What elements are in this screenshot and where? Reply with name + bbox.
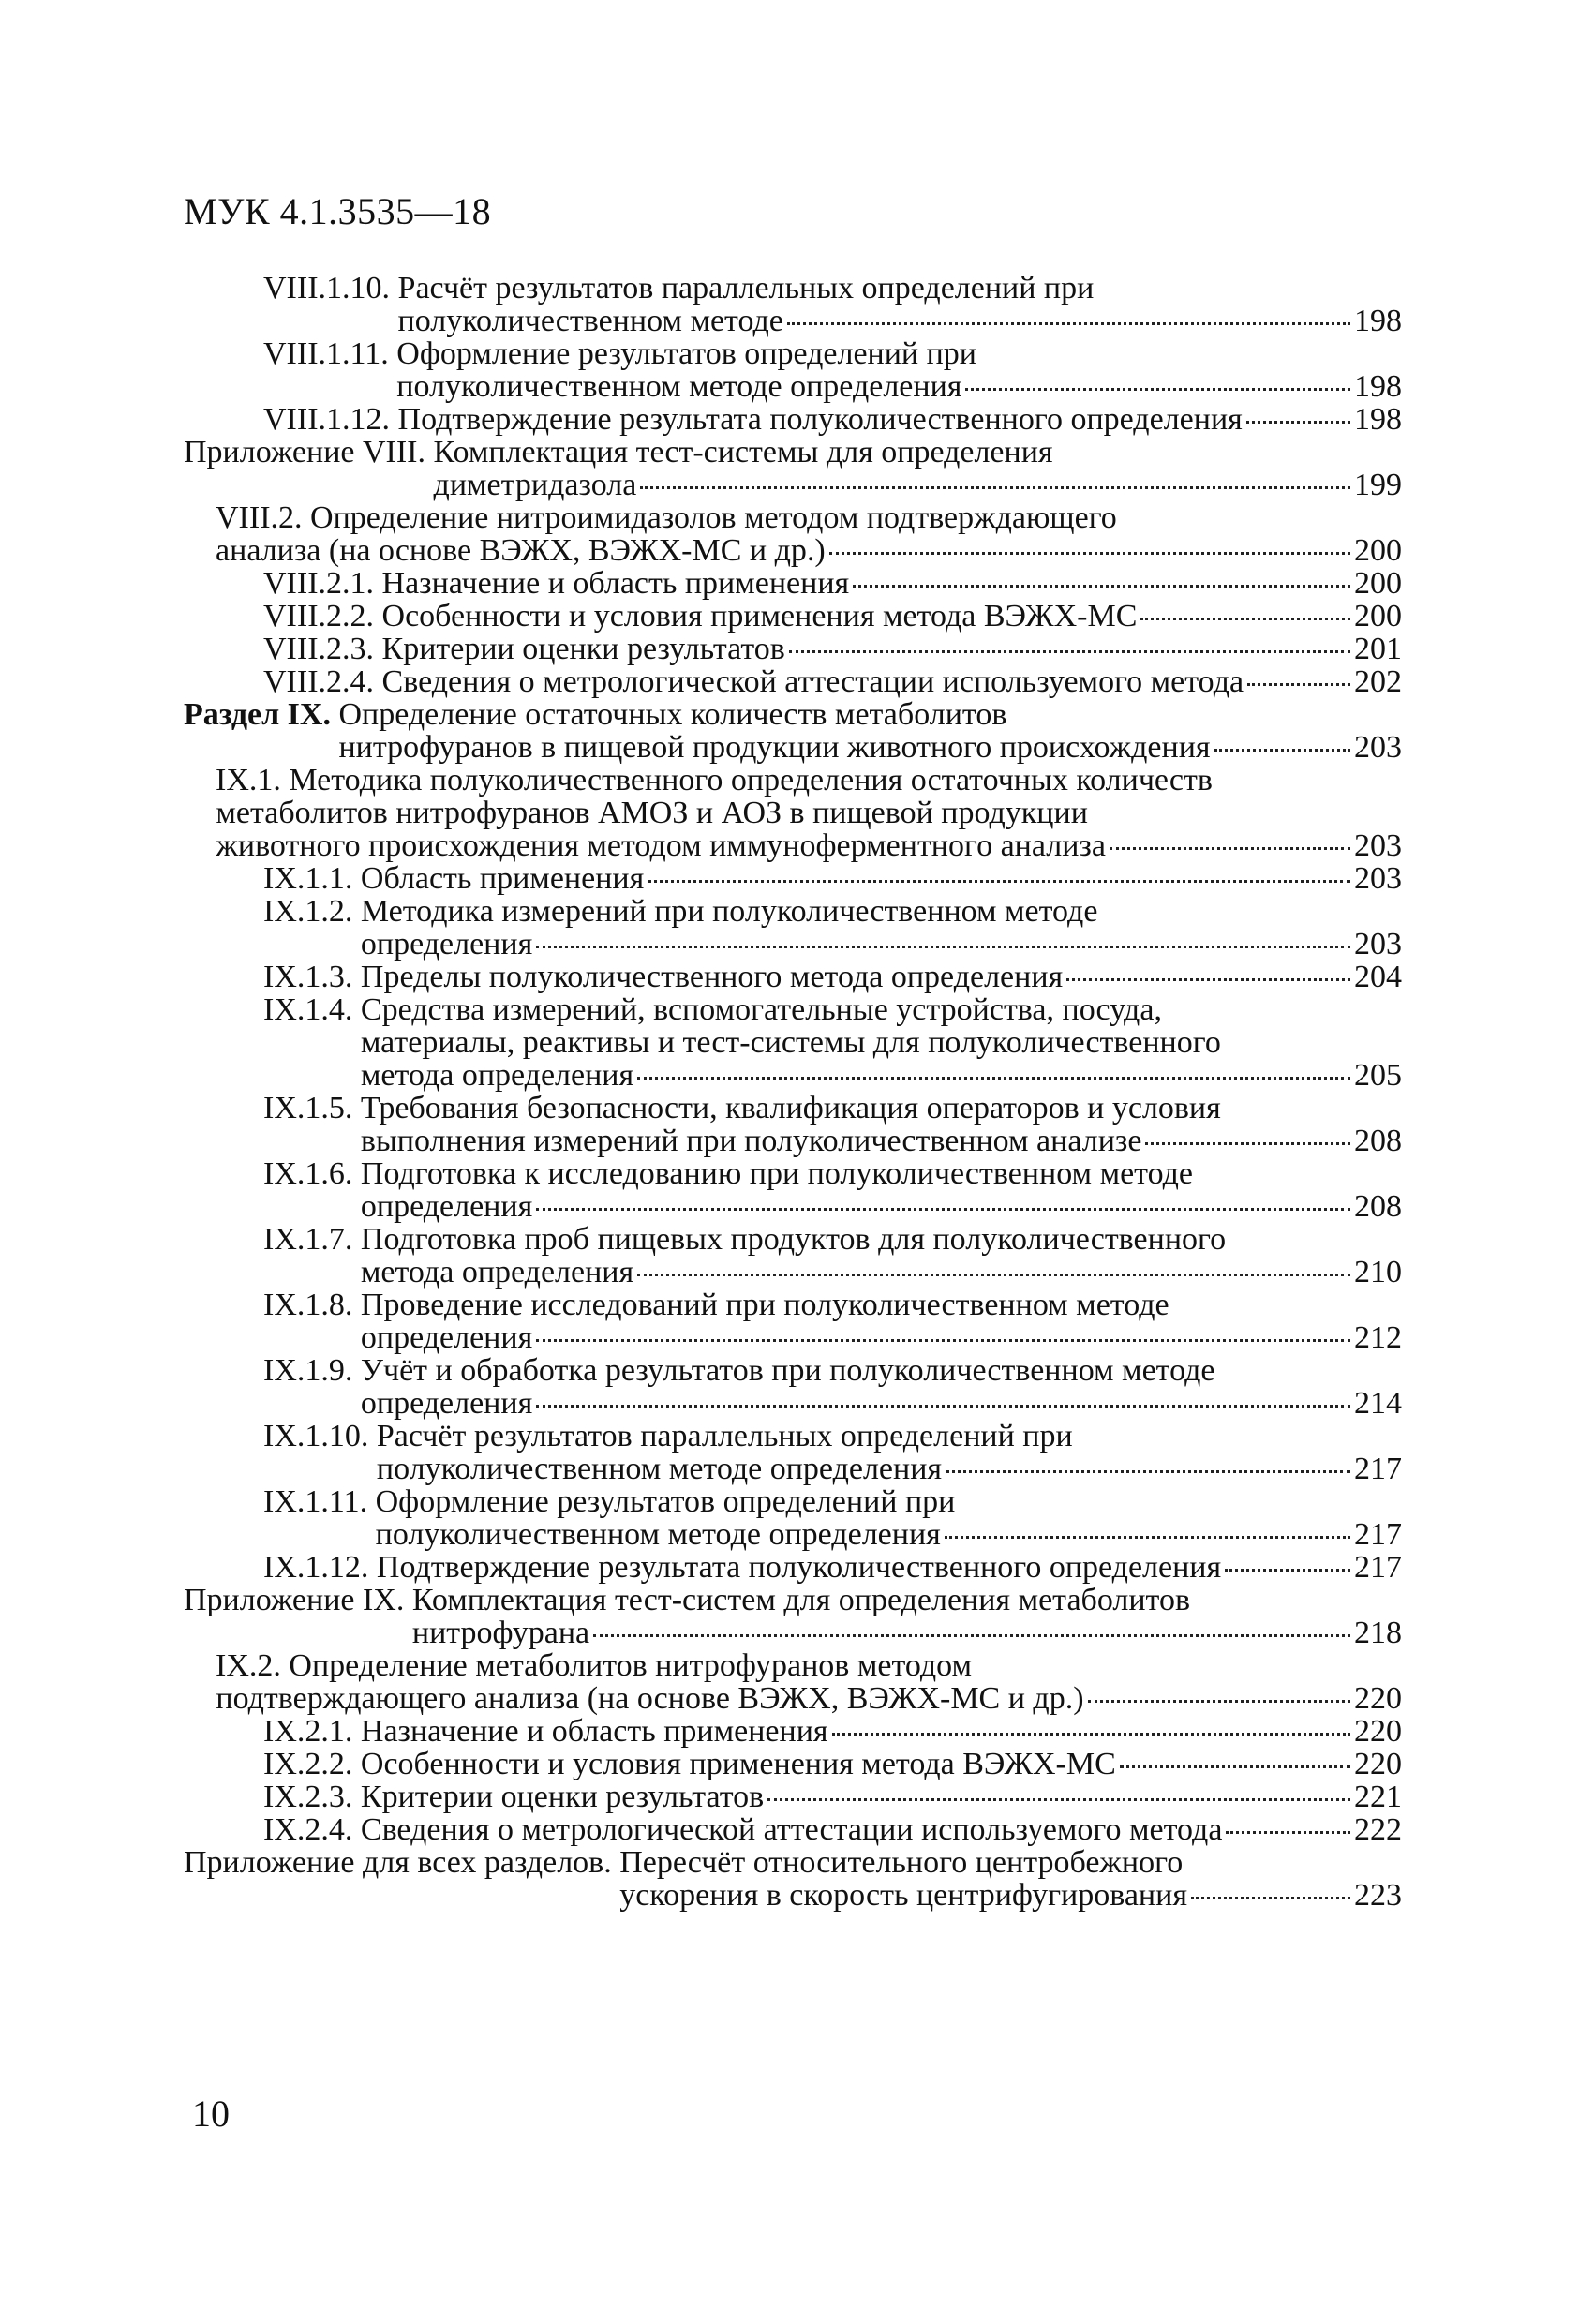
toc-entry-title: Проведение исследований при полуколичественном методе: [360, 1288, 1169, 1322]
toc-page-number: 198: [1354, 304, 1402, 338]
toc-entry-title: анализа (на основе ВЭЖХ, ВЭЖХ-МС и др.): [216, 533, 826, 568]
toc-entry-title: Пересчёт относительного центробежного: [619, 1845, 1184, 1880]
toc-page-number: 217: [1354, 1550, 1402, 1585]
toc-entry-title: определения: [360, 1189, 533, 1224]
leader-dots: [1088, 1700, 1350, 1703]
document-header: МУК 4.1.3535—18: [184, 190, 492, 232]
toc-page-number: 214: [1354, 1386, 1402, 1421]
toc-entry-title: Оформление результатов определений при: [375, 1484, 956, 1519]
toc-entry-title: определения: [360, 1386, 533, 1421]
toc-page-number: 200: [1354, 599, 1402, 633]
toc-entry[interactable]: [184, 1223, 1402, 1289]
toc-entry-number: IX.2.4.: [263, 1812, 361, 1847]
toc-entry-number: IX.1.7.: [263, 1222, 361, 1257]
toc-entry[interactable]: [184, 1846, 1402, 1912]
toc-page-number: 200: [1354, 566, 1402, 601]
toc-entry-title: Подготовка к исследованию при полуколичественном методе: [360, 1156, 1193, 1191]
toc-entry-title: полуколичественном методе определения: [375, 1517, 941, 1552]
toc-entry-number: IX.1.5.: [263, 1091, 361, 1125]
toc-page-number: 200: [1354, 533, 1402, 568]
toc-entry-number: VIII.2.1.: [263, 566, 382, 601]
toc-page-number: 212: [1354, 1320, 1402, 1355]
toc-entry-title: Сведения о метрологической аттестации используемого метода: [360, 1812, 1223, 1847]
leader-dots: [853, 585, 1350, 588]
leader-dots: [767, 1798, 1350, 1801]
leader-dots: [1226, 1831, 1350, 1834]
toc-entry-number: IX.2.: [216, 1648, 290, 1683]
leader-dots: [945, 1536, 1350, 1539]
toc-entry-number: VIII.1.12.: [263, 402, 398, 437]
toc-page-number: 217: [1354, 1452, 1402, 1486]
leader-dots: [536, 1208, 1350, 1211]
toc-entry[interactable]: [184, 993, 1402, 1092]
toc-page-number: 222: [1354, 1812, 1402, 1847]
toc-entry[interactable]: [184, 1420, 1402, 1485]
toc-entry-title: метода определения: [360, 1058, 634, 1093]
toc-entry[interactable]: [184, 895, 1402, 961]
toc-entry[interactable]: [184, 567, 1402, 600]
toc-entry-title: Учёт и обработка результатов при полуколичественном методе: [360, 1353, 1215, 1388]
toc-entry-number: IX.2.1.: [263, 1714, 361, 1749]
leader-dots: [536, 946, 1350, 948]
leader-dots: [1246, 421, 1350, 424]
leader-dots: [637, 1077, 1350, 1080]
toc-entry[interactable]: [184, 1157, 1402, 1223]
toc-page-number: 223: [1354, 1878, 1402, 1913]
toc-entry-title: Методика измерений при полуколичественном методе: [360, 894, 1098, 929]
toc-entry[interactable]: [184, 1748, 1402, 1780]
toc-entry-title: Область применения: [360, 861, 645, 896]
leader-dots: [1247, 683, 1350, 686]
toc-page-number: 210: [1354, 1255, 1402, 1289]
toc-entry[interactable]: [184, 1289, 1402, 1354]
toc-entry-number: IX.1.12.: [263, 1550, 377, 1585]
toc-entry-number: VIII.2.4.: [263, 664, 382, 699]
toc-entry-title: Оформление результатов определений при: [396, 336, 977, 371]
toc-page-number: 198: [1354, 369, 1402, 404]
toc-entry-title: ускорения в скорость центрифугирования: [619, 1878, 1187, 1913]
toc-entry[interactable]: [184, 1551, 1402, 1584]
toc-entry-number: IX.2.3.: [263, 1780, 361, 1814]
toc-entry-title: подтверждающего анализа (на основе ВЭЖХ, ВЭЖХ-МС и др.): [216, 1681, 1084, 1716]
toc-page-number: 208: [1354, 1124, 1402, 1158]
leader-dots: [1214, 749, 1350, 752]
toc-entry-number: IX.1.6.: [263, 1156, 361, 1191]
leader-dots: [1066, 978, 1350, 981]
leader-dots: [593, 1634, 1350, 1637]
toc-entry-number: Приложение IX.: [184, 1583, 412, 1617]
toc-entry-title: определения: [360, 1320, 533, 1355]
toc-entry-title: Определение метаболитов нитрофуранов методом: [289, 1648, 973, 1683]
toc-entry-title: Расчёт результатов параллельных определений при: [376, 1419, 1073, 1453]
toc-entry[interactable]: [184, 764, 1402, 862]
toc-entry-number: IX.1.10.: [263, 1419, 377, 1453]
toc-entry-title: полуколичественном методе определения: [376, 1452, 943, 1486]
toc-entry-title: Подготовка проб пищевых продуктов для полуколичественного: [360, 1222, 1227, 1257]
toc-entry-title: Подтверждение результата полуколичественного определения: [397, 402, 1243, 437]
toc-entry-number: IX.2.2.: [263, 1747, 361, 1781]
toc-entry[interactable]: [184, 272, 1402, 337]
toc-entry[interactable]: [184, 698, 1402, 764]
toc-entry-title: Особенности и условия применения метода ВЭЖХ-МС: [381, 599, 1138, 633]
toc-page-number: 204: [1354, 960, 1402, 994]
toc-page-number: 203: [1354, 927, 1402, 961]
toc-page-number: 208: [1354, 1189, 1402, 1224]
leader-dots: [965, 388, 1350, 391]
table-of-contents: [184, 272, 1402, 1912]
toc-page-number: 220: [1354, 1681, 1402, 1716]
toc-entry[interactable]: [184, 1354, 1402, 1420]
toc-entry-title: Назначение и область применения: [360, 1714, 828, 1749]
toc-entry-number: IX.1.8.: [263, 1288, 361, 1322]
toc-entry-title: Требования безопасности, квалификация операторов и условия: [360, 1091, 1221, 1125]
leader-dots: [829, 552, 1350, 555]
toc-entry-number: Приложение VIII.: [184, 435, 434, 469]
toc-entry[interactable]: [184, 501, 1402, 567]
toc-entry[interactable]: [184, 1715, 1402, 1748]
toc-entry-number: IX.1.3.: [263, 960, 361, 994]
leader-dots: [648, 880, 1350, 883]
leader-dots: [789, 650, 1350, 653]
leader-dots: [1145, 1142, 1350, 1145]
toc-entry[interactable]: [184, 633, 1402, 665]
page-number: 10: [192, 2093, 230, 2135]
toc-page-number: 203: [1354, 730, 1402, 765]
toc-entry[interactable]: [184, 1780, 1402, 1813]
toc-entry-number: VIII.2.: [216, 500, 311, 535]
toc-page-number: 220: [1354, 1714, 1402, 1749]
toc-entry-number: IX.1.1.: [263, 861, 361, 896]
toc-entry[interactable]: [184, 600, 1402, 633]
toc-page-number: 218: [1354, 1616, 1402, 1650]
toc-entry-number: IX.1.11.: [263, 1484, 376, 1519]
toc-entry[interactable]: [184, 436, 1402, 501]
leader-dots: [640, 486, 1350, 489]
toc-entry[interactable]: [184, 665, 1402, 698]
leader-dots: [536, 1405, 1350, 1408]
toc-entry[interactable]: [184, 862, 1402, 895]
leader-dots: [536, 1339, 1350, 1342]
toc-entry-number: IX.1.2.: [263, 894, 361, 929]
leader-dots: [1191, 1897, 1350, 1899]
toc-entry[interactable]: [184, 403, 1402, 436]
toc-entry-title: полуколичественном методе: [397, 304, 783, 338]
leader-dots: [832, 1733, 1350, 1736]
toc-entry-title: Средства измерений, вспомогательные устройства, посуда,: [360, 992, 1162, 1027]
toc-entry-title: Особенности и условия применения метода ВЭЖХ-МС: [360, 1747, 1116, 1781]
toc-page-number: 202: [1354, 664, 1402, 699]
toc-entry[interactable]: [184, 1584, 1402, 1649]
toc-entry-title: выполнения измерений при полуколичественном анализе: [360, 1124, 1142, 1158]
leader-dots: [1120, 1765, 1350, 1768]
toc-entry-number: IX.1.9.: [263, 1353, 361, 1388]
toc-page-number: 203: [1354, 828, 1402, 863]
toc-entry-number: IX.1.4.: [263, 992, 361, 1027]
toc-page-number: 217: [1354, 1517, 1402, 1552]
toc-entry-title: диметридазола: [433, 468, 637, 502]
toc-entry-title: Пределы полуколичественного метода определения: [360, 960, 1064, 994]
toc-entry-number: VIII.1.11.: [263, 336, 397, 371]
toc-entry-title: полуколичественном методе определения: [396, 369, 962, 404]
toc-entry-number: VIII.1.10.: [263, 271, 398, 305]
toc-entry-title: Комплектация тест-систем для определения метаболитов: [411, 1583, 1191, 1617]
toc-entry-title: Критерии оценки результатов: [381, 632, 785, 666]
toc-entry-number: VIII.2.3.: [263, 632, 382, 666]
toc-page-number: 221: [1354, 1780, 1402, 1814]
toc-entry-number: Приложение для всех разделов.: [184, 1845, 620, 1880]
toc-entry[interactable]: [184, 1813, 1402, 1846]
leader-dots: [1225, 1569, 1350, 1572]
toc-entry-title: Комплектация тест-системы для определения: [433, 435, 1053, 469]
toc-entry-title: Сведения о метрологической аттестации используемого метода: [381, 664, 1244, 699]
toc-entry[interactable]: [184, 1649, 1402, 1715]
toc-entry-title: Назначение и область применения: [381, 566, 850, 601]
toc-entry-title: Критерии оценки результатов: [360, 1780, 765, 1814]
toc-page-number: 203: [1354, 861, 1402, 896]
leader-dots: [637, 1274, 1350, 1276]
toc-entry-title: материалы, реактивы и тест-системы для полуколичественного: [360, 1025, 1221, 1060]
leader-dots: [1110, 847, 1350, 850]
toc-page-number: 205: [1354, 1058, 1402, 1093]
toc-entry-number: IX.1.: [216, 763, 290, 797]
toc-entry-title: метаболитов нитрофуранов АМОЗ и АОЗ в пищевой продукции: [216, 796, 1088, 830]
toc-entry[interactable]: [184, 337, 1402, 403]
leader-dots: [946, 1470, 1350, 1473]
toc-entry-title: Методика полуколичественного определения остаточных количеств: [289, 763, 1213, 797]
toc-entry-title: метода определения: [360, 1255, 634, 1289]
toc-entry-title: нитрофурана: [411, 1616, 590, 1650]
toc-entry-title: Расчёт результатов параллельных определений при: [397, 271, 1095, 305]
toc-entry[interactable]: [184, 961, 1402, 993]
toc-page-number: 220: [1354, 1747, 1402, 1781]
toc-entry-title: нитрофуранов в пищевой продукции животного происхождения: [338, 730, 1211, 765]
toc-entry-number: Раздел IX.: [184, 697, 339, 732]
toc-page-number: 201: [1354, 632, 1402, 666]
toc-page-number: 199: [1354, 468, 1402, 502]
toc-entry-title: определения: [360, 927, 533, 961]
leader-dots: [1140, 618, 1350, 620]
toc-entry-number: VIII.2.2.: [263, 599, 382, 633]
toc-entry-title: животного происхождения методом иммуноферментного анализа: [216, 828, 1106, 863]
toc-entry[interactable]: [184, 1485, 1402, 1551]
toc-entry-title: Подтверждение результата полуколичественного определения: [376, 1550, 1222, 1585]
toc-entry-title: Определение остаточных количеств метаболитов: [338, 697, 1007, 732]
toc-page-number: 198: [1354, 402, 1402, 437]
toc-entry-title: Определение нитроимидазолов методом подтверждающего: [310, 500, 1117, 535]
toc-entry[interactable]: [184, 1092, 1402, 1157]
leader-dots: [787, 322, 1350, 325]
